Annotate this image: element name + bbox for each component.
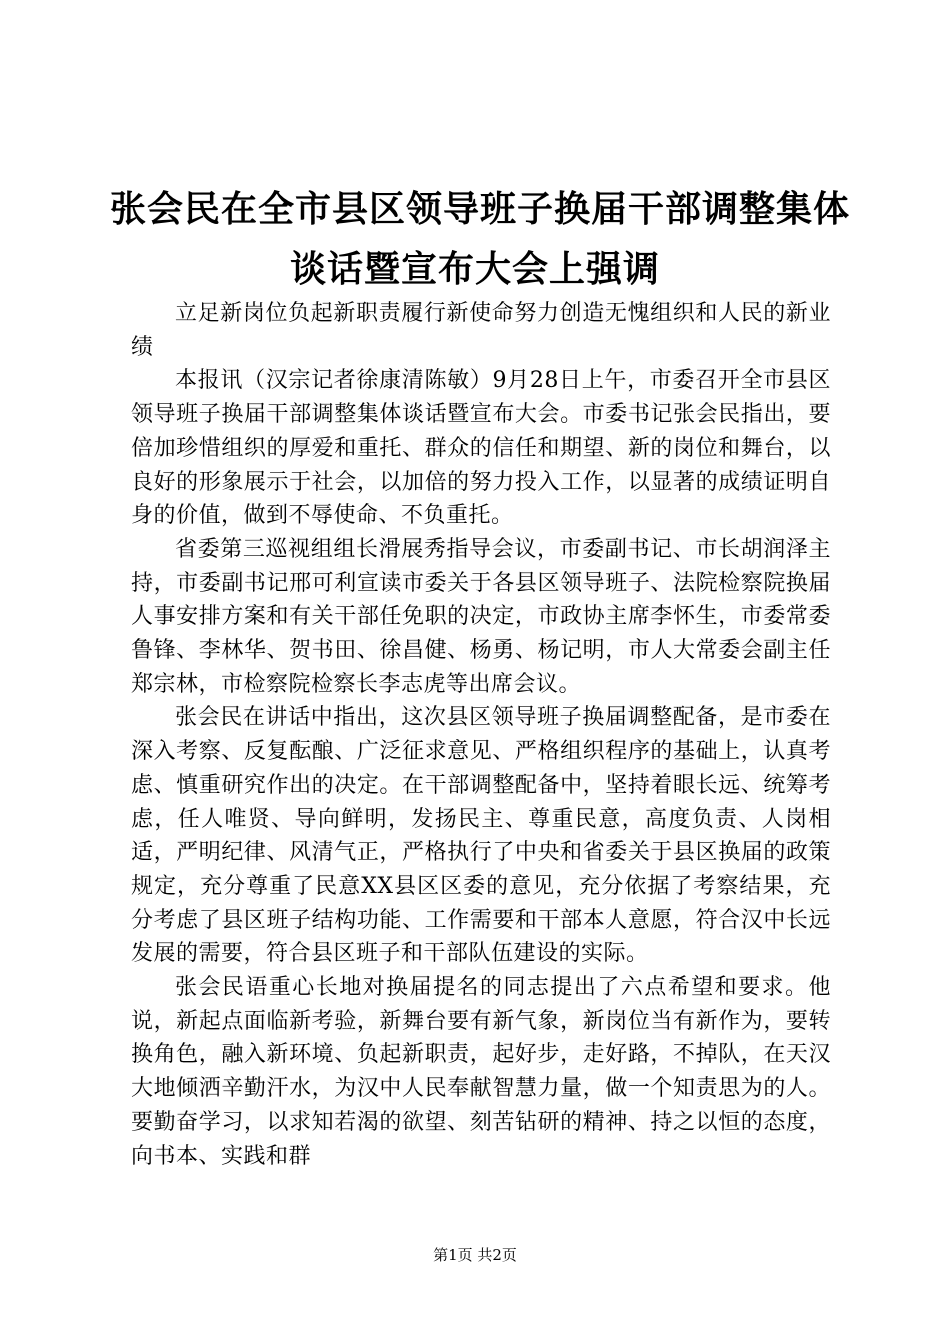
page-number-footer: 第1页 共2页 (433, 1246, 517, 1264)
document-title-line-1: 张会民在全市县区领导班子换届干部调整集体 (110, 189, 851, 230)
body-paragraph: 本报讯（汉宗记者徐康清陈敏）9月28日上午，市委召开全市县区领导班子换届干部调整集体谈话暨宣布大会。市委书记张会民指出，要倍加珍惜组织的厚爱和重托、群众的信任和期望、新的岗位和舞台，以良好的形象展示于社会，以加倍的努力投入工作，以显著的成绩证明自身的价值，做到不辱使命、不负重托。 (131, 368, 831, 529)
body-paragraph: 张会民语重心长地对换届提名的同志提出了六点希望和要求。他说，新起点面临新考验，新舞台要有新气象，新岗位当有新作为，要转换角色，融入新环境、负起新职责，起好步，走好路，不掉队，在天汉大地倾洒辛勤汗水，为汉中人民奉献智慧力量，做一个知责思为的人。要勤奋学习，以求知若渴的欲望、刻苦钻研的精神、持之以恒的态度，向书本、实践和群 (131, 975, 831, 1169)
body-paragraph: 张会民在讲话中指出，这次县区领导班子换届调整配备，是市委在深入考察、反复酝酿、广泛征求意见、严格组织程序的基础上，认真考虑、慎重研究作出的决定。在干部调整配备中，坚持着眼长远、统筹考虑，任人唯贤、导向鲜明，发扬民主、尊重民意，高度负责、人岗相适，严明纪律、风清气正，严格执行了中央和省委关于县区换届的政策规定，充分尊重了民意XX县区区委的意见，充分依据了考察结果，充分考虑了县区班子结构功能、工作需要和干部本人意愿，符合汉中长远发展的需要，符合县区班子和干部队伍建设的实际。 (131, 705, 831, 967)
subheading-paragraph: 立足新岗位负起新职责履行新使命努力创造无愧组织和人民的新业绩 (131, 301, 831, 360)
body-paragraph: 省委第三巡视组组长滑展秀指导会议，市委副书记、市长胡润泽主持，市委副书记邢可利宣读市委关于各县区领导班子、法院检察院换届人事安排方案和有关干部任免职的决定，市政协主席李怀生，市委常委鲁锋、李林华、贺书田、徐昌健、杨勇、杨记明，市人大常委会副主任郑宗林，市检察院检察长李志虎等出席会议。 (131, 536, 831, 697)
article-body (131, 297, 831, 1173)
document-title-line-2: 谈话暨宣布大会上强调 (289, 249, 660, 290)
